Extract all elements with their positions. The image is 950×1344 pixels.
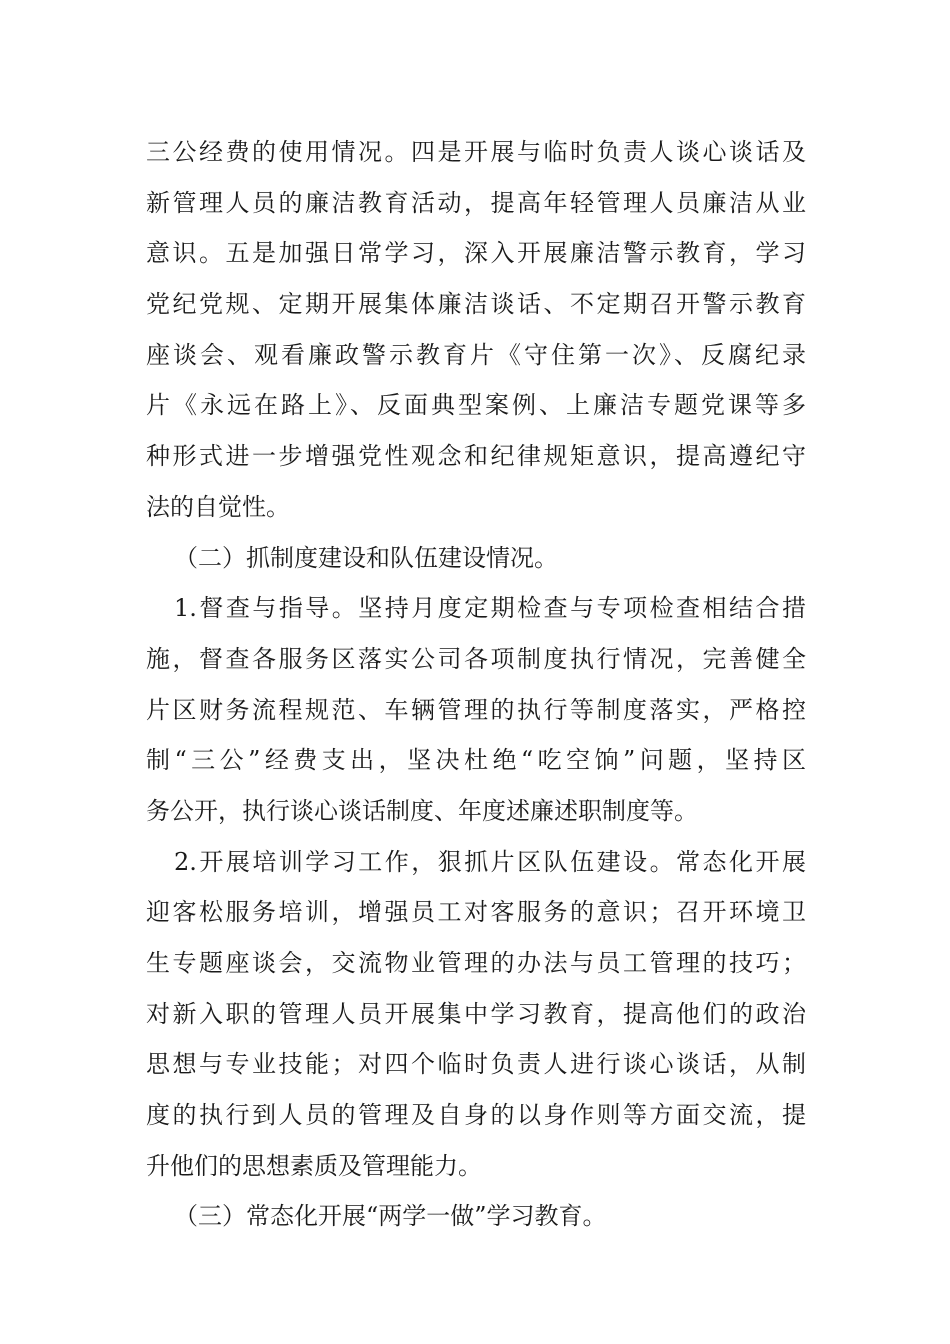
text-line: 法的自觉性。 [146,492,290,521]
text-line: 施，督查各服务区落实公司各项制度执行情况，完善健全 [146,644,806,673]
text-line: （二）抓制度建设和队伍建设情况。 [174,543,558,572]
text-line: 生专题座谈会，交流物业管理的办法与员工管理的技巧； [146,949,806,977]
text-line: 对新入职的管理人员开展集中学习教育，提高他们的政治 [146,999,806,1028]
document-body [146,127,806,1242]
text-line: 迎客松服务培训，增强员工对客服务的意识；召开环境卫 [146,898,806,927]
text-line: 务公开，执行谈心谈话制度、年度述廉述职制度等。 [146,796,698,825]
text-line: 座谈会、观看廉政警示教育片《守住第一次》、反腐纪录 [146,340,806,369]
text-line: 意识。五是加强日常学习，深入开展廉洁警示教育，学习 [146,239,806,268]
text-line: 度的执行到人员的管理及自身的以身作则等方面交流，提 [146,1101,806,1130]
text-line: 新管理人员的廉洁教育活动，提高年轻管理人员廉洁从业 [146,188,806,217]
text-line: 片《永远在路上》、反面典型案例、上廉洁专题党课等多 [146,391,806,420]
text-line: 1.督查与指导。坚持月度定期检查与专项检查相结合措 [174,594,806,623]
text-line: （三）常态化开展“两学一做”学习教育。 [174,1202,607,1231]
text-line: 种形式进一步增强党性观念和纪律规矩意识，提高遵纪守 [146,442,806,471]
text-line: 升他们的思想素质及管理能力。 [146,1151,482,1180]
text-line: 思想与专业技能；对四个临时负责人进行谈心谈话，从制 [146,1050,806,1079]
text-line: 2.开展培训学习工作，狠抓片区队伍建设。常态化开展 [174,847,806,876]
text-line: 制“三公”经费支出，坚决杜绝“吃空饷”问题，坚持区 [146,746,806,775]
text-line: 片区财务流程规范、车辆管理的执行等制度落实，严格控 [146,695,806,724]
text-line: 党纪党规、定期开展集体廉洁谈话、不定期召开警示教育 [146,290,806,319]
text-line: 三公经费的使用情况。四是开展与临时负责人谈心谈话及 [146,138,806,166]
